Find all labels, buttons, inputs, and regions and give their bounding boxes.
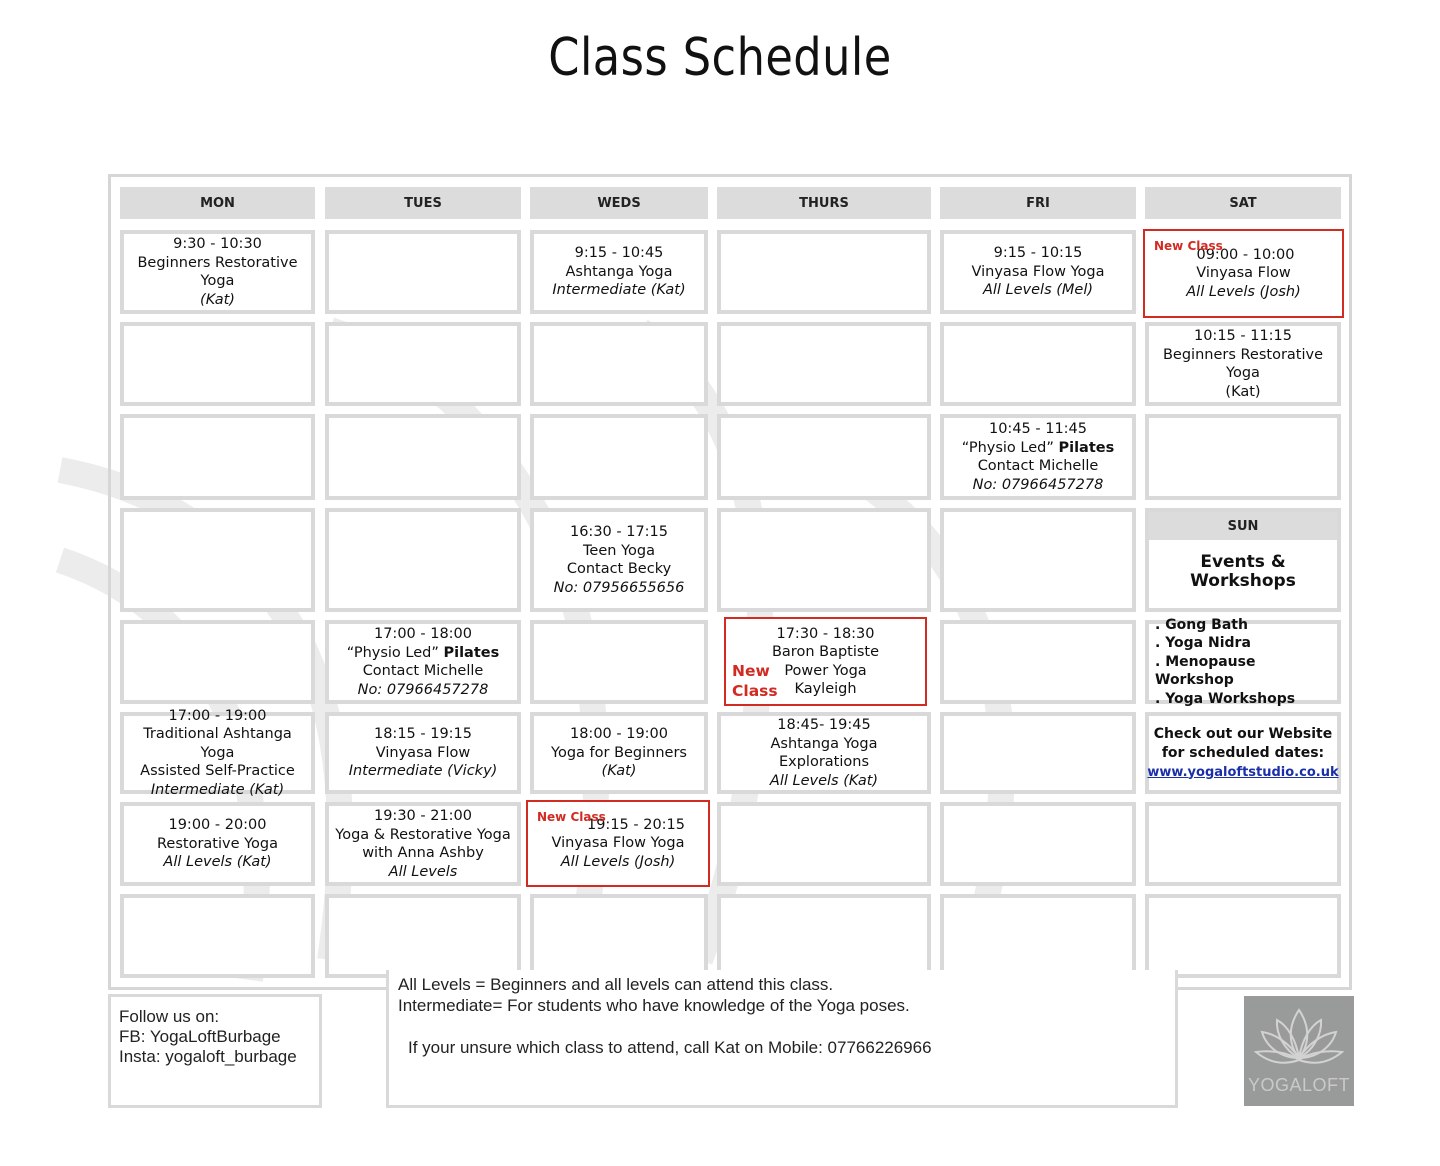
day-header-fri: FRI — [940, 187, 1136, 219]
new-class-badge: New Class — [732, 662, 778, 700]
class-phone: No: 07956655656 — [553, 579, 685, 596]
class-contact: Contact Becky — [566, 561, 672, 577]
empty-slot — [530, 620, 708, 704]
class-time: 18:45- 19:45 — [777, 717, 871, 733]
class-level: All Levels (Kat) — [769, 772, 879, 789]
class-phone: No: 07966457278 — [357, 681, 489, 698]
empty-slot — [325, 322, 521, 406]
sunday-events-header — [1145, 508, 1341, 612]
class-slot-weds-1 — [530, 230, 708, 314]
empty-slot — [717, 230, 931, 314]
list-item: . Menopause Workshop — [1155, 653, 1256, 689]
empty-slot — [940, 508, 1136, 612]
class-name: Beginners Restorative Yoga — [137, 254, 298, 289]
class-time: 17:00 - 19:00 — [168, 707, 267, 724]
class-time: 19:30 - 21:00 — [373, 808, 473, 824]
events-heading: Events & Workshops — [1190, 552, 1296, 591]
class-name: Restorative Yoga — [156, 835, 279, 852]
note-all-levels: All Levels = Beginners and all levels can attend this class. — [398, 975, 834, 994]
social-follow-box — [108, 994, 322, 1108]
empty-slot — [120, 894, 315, 978]
empty-slot — [120, 322, 315, 406]
class-level: All Levels (Josh) — [560, 853, 676, 870]
class-slot-weds-2 — [530, 508, 708, 612]
day-header-sat: SAT — [1145, 187, 1341, 219]
empty-slot — [717, 508, 931, 612]
class-level: All Levels (Mel) — [982, 282, 1094, 299]
class-time: 10:15 - 11:15 — [1193, 328, 1293, 344]
empty-slot — [530, 894, 708, 978]
list-item: . Yoga Workshops — [1155, 690, 1296, 707]
class-name: Beginners Restorative Yoga — [1162, 346, 1324, 381]
instagram-handle: Insta: yogaloft_burbage — [119, 1047, 297, 1066]
logo-wordmark: YOGALOFT — [1247, 1075, 1350, 1095]
class-level: All Levels — [388, 863, 458, 880]
class-name: Vinyasa Flow — [375, 744, 471, 761]
class-subtitle: Assisted Self-Practice — [140, 763, 295, 780]
class-slot-tues-1 — [325, 620, 521, 704]
empty-slot — [120, 414, 315, 500]
class-slot-mon-1 — [120, 230, 315, 314]
facebook-handle: FB: YogaLoftBurbage — [119, 1027, 281, 1046]
empty-slot — [325, 894, 521, 978]
new-class-badge: New Class — [1154, 239, 1223, 253]
empty-slot — [717, 414, 931, 500]
class-name: Yoga & Restorative Yoga — [335, 826, 511, 843]
day-header-tues: TUES — [325, 187, 521, 219]
class-slot-sat-2 — [1145, 322, 1341, 406]
note-contact: If your unsure which class to attend, call Kat on Mobile: 07766226966 — [408, 1038, 932, 1057]
empty-slot — [940, 712, 1136, 794]
class-level: (Kat) — [1225, 383, 1261, 400]
class-slot-mon-2 — [120, 707, 315, 798]
class-level: Intermediate (Kat) — [150, 781, 285, 798]
yogaloft-logo — [1244, 996, 1354, 1106]
class-name: Ashtanga Yoga — [565, 263, 673, 280]
empty-slot — [1145, 894, 1341, 978]
class-time: 9:15 - 10:45 — [574, 245, 664, 262]
class-teacher: Kayleigh — [794, 681, 857, 697]
class-name: Yoga for Beginners — [551, 744, 687, 761]
class-subtitle: Explorations — [778, 754, 870, 770]
empty-slot — [120, 508, 315, 612]
website-info — [1145, 712, 1341, 794]
follow-label: Follow us on: — [119, 1007, 220, 1026]
class-time: 09:00 - 10:00 — [1196, 246, 1295, 263]
class-level: Intermediate (Vicky) — [348, 763, 498, 780]
class-time: 10:45 - 11:45 — [988, 421, 1088, 437]
class-level: All Levels (Kat) — [163, 854, 272, 871]
class-time: 9:30 - 10:30 — [173, 236, 262, 252]
empty-slot — [940, 620, 1136, 704]
empty-slot — [940, 802, 1136, 886]
class-subtitle: Power Yoga — [784, 662, 867, 679]
day-header-thurs: THURS — [717, 187, 931, 219]
class-subtitle: with Anna Ashby — [362, 845, 484, 861]
class-time: 18:15 - 19:15 — [373, 726, 473, 743]
class-contact: Contact Michelle — [977, 458, 1099, 474]
class-slot-fri-1 — [940, 230, 1136, 314]
level-notes-box — [386, 970, 1178, 1108]
empty-slot — [530, 322, 708, 406]
list-item: . Yoga Nidra — [1155, 635, 1251, 652]
class-name: “Physio Led” Pilates — [961, 439, 1115, 456]
website-text: for scheduled dates: — [1161, 744, 1325, 761]
class-slot-tues-2 — [325, 712, 521, 794]
empty-slot — [1145, 414, 1341, 500]
empty-slot — [717, 802, 931, 886]
class-slot-weds-4-new — [526, 800, 710, 887]
class-level: (Kat) — [200, 291, 235, 308]
class-slot-weds-3 — [530, 712, 708, 794]
class-contact: Contact Michelle — [362, 663, 484, 679]
class-name: Baron Baptiste — [771, 644, 880, 660]
new-class-badge: New Class — [537, 810, 606, 824]
empty-slot — [325, 414, 521, 500]
day-header-weds: WEDS — [530, 187, 708, 219]
class-slot-sat-1-new — [1143, 229, 1344, 318]
note-intermediate: Intermediate= For students who have knowledge of the Yoga poses. — [398, 996, 910, 1015]
class-time: 16:30 - 17:15 — [569, 524, 669, 540]
website-text: Check out our Website — [1153, 725, 1333, 742]
list-item: . Gong Bath — [1155, 616, 1248, 633]
day-header-sun: SUN — [1149, 512, 1337, 540]
class-name: Vinyasa Flow — [1196, 265, 1291, 282]
class-slot-thurs-2 — [717, 712, 931, 794]
empty-slot — [325, 508, 521, 612]
sunday-events-list — [1145, 616, 1341, 707]
class-name: Teen Yoga — [583, 542, 655, 559]
class-name: Ashtanga Yoga — [770, 735, 878, 752]
class-slot-thurs-1-new — [724, 617, 927, 706]
class-time: 17:00 - 18:00 — [373, 626, 473, 642]
website-link[interactable]: www.yogaloftstudio.co.uk — [1147, 764, 1339, 780]
class-slot-fri-2 — [940, 414, 1136, 500]
class-name: Vinyasa Flow Yoga — [551, 835, 685, 852]
empty-slot — [120, 620, 315, 704]
class-name: “Physio Led” Pilates — [346, 644, 500, 661]
empty-slot — [1145, 802, 1341, 886]
empty-slot — [717, 322, 931, 406]
empty-slot — [325, 230, 521, 314]
class-time: 18:00 - 19:00 — [569, 726, 669, 743]
class-level: All Levels (Josh) — [1186, 283, 1301, 300]
class-time: 19:15 - 20:15 — [586, 816, 686, 833]
class-slot-mon-3 — [120, 802, 315, 886]
class-time: 17:30 - 18:30 — [776, 625, 875, 642]
class-name: Traditional Ashtanga Yoga — [143, 726, 292, 761]
empty-slot — [940, 894, 1136, 978]
day-header-mon: MON — [120, 187, 315, 219]
empty-slot — [717, 894, 931, 978]
class-level: (Kat) — [601, 763, 637, 780]
class-name: Vinyasa Flow Yoga — [971, 263, 1105, 280]
class-time: 9:15 - 10:15 — [993, 245, 1083, 262]
class-level: Intermediate (Kat) — [552, 282, 686, 299]
empty-slot — [530, 414, 708, 500]
class-phone: No: 07966457278 — [972, 476, 1104, 493]
class-time: 19:00 - 20:00 — [168, 817, 267, 834]
class-slot-tues-3 — [325, 802, 521, 886]
page-title: Class Schedule — [548, 28, 892, 88]
empty-slot — [940, 322, 1136, 406]
